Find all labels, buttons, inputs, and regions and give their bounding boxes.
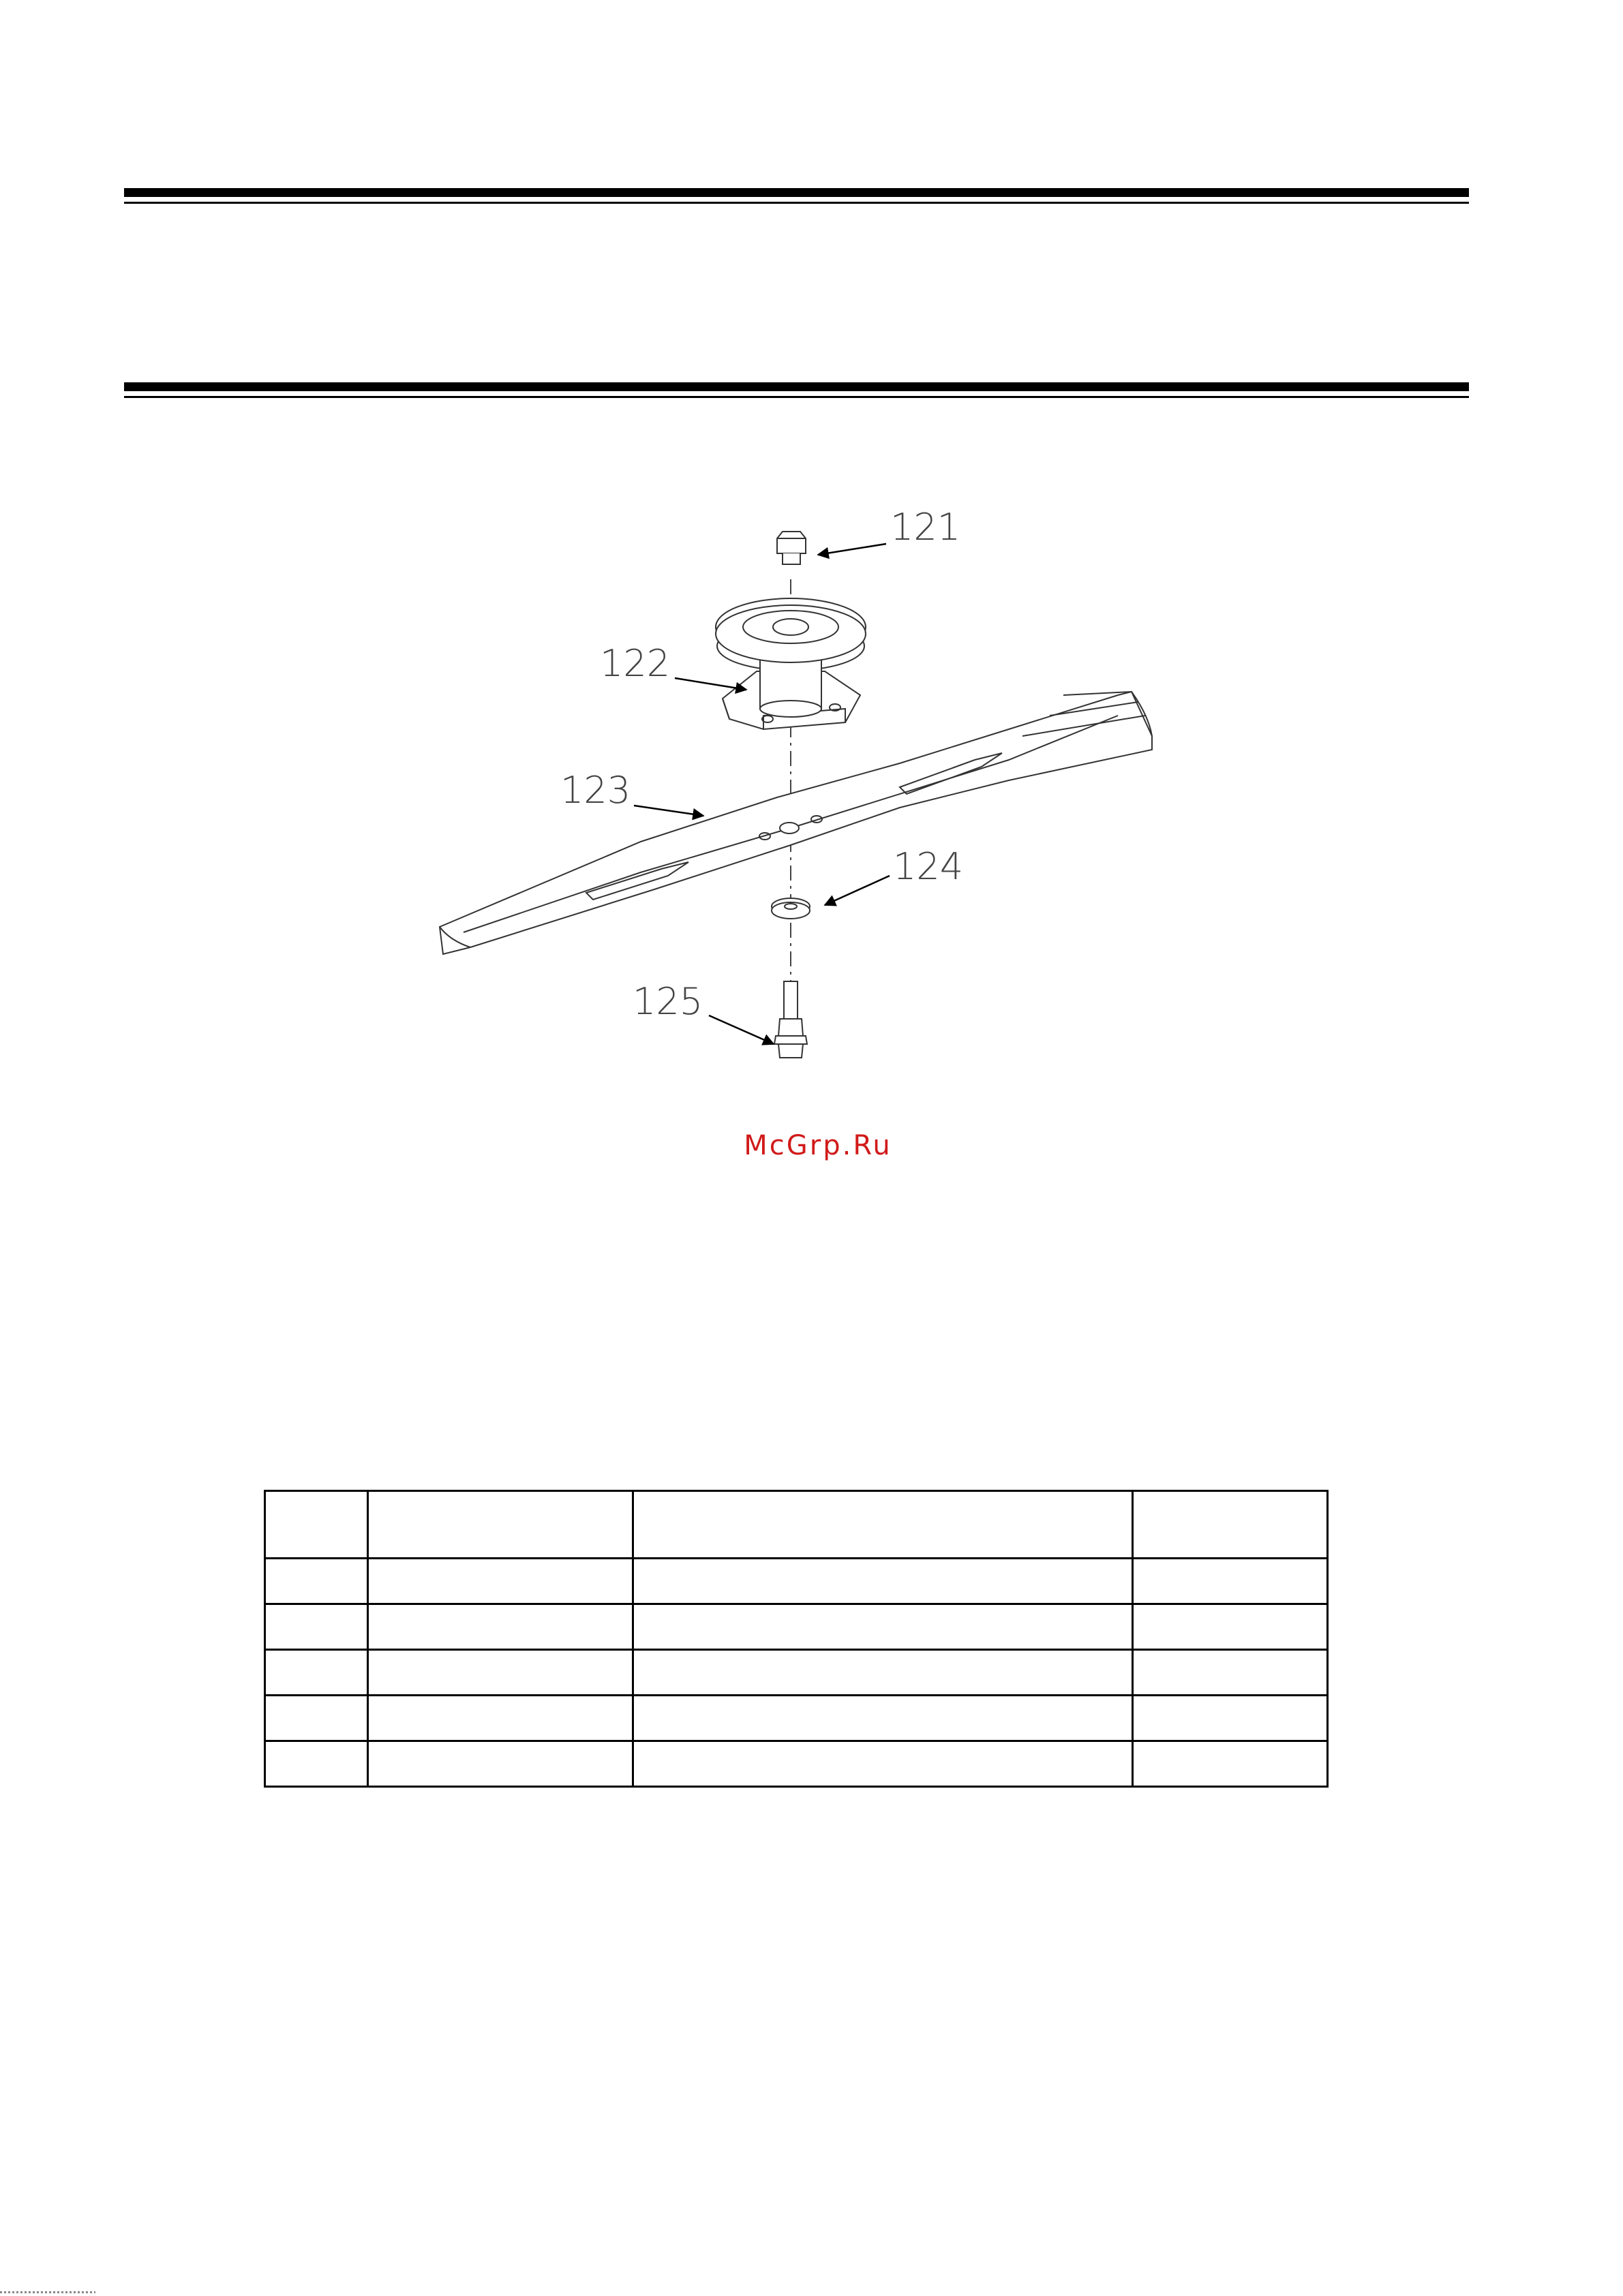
watermark-text: McGrp.Ru bbox=[744, 1130, 892, 1161]
leader-124 bbox=[825, 876, 890, 905]
table-cell bbox=[1133, 1604, 1328, 1650]
table-cell bbox=[265, 1559, 368, 1604]
callout-122: 122 bbox=[600, 642, 671, 685]
part-125-bolt bbox=[774, 981, 807, 1058]
table-cell bbox=[368, 1604, 633, 1650]
table-cell bbox=[265, 1604, 368, 1650]
table-header-cell bbox=[1133, 1491, 1328, 1559]
table-row bbox=[265, 1604, 1328, 1650]
table-cell bbox=[633, 1696, 1133, 1741]
table-cell bbox=[633, 1559, 1133, 1604]
exploded-parts-diagram bbox=[409, 491, 1247, 1118]
table-row bbox=[265, 1696, 1328, 1741]
table-cell bbox=[1133, 1559, 1328, 1604]
table-cell bbox=[1133, 1650, 1328, 1696]
table-cell bbox=[633, 1741, 1133, 1787]
part-124-washer bbox=[772, 898, 810, 919]
table-cell bbox=[368, 1650, 633, 1696]
table-row bbox=[265, 1559, 1328, 1604]
callout-123: 123 bbox=[560, 769, 631, 812]
table-cell bbox=[633, 1650, 1133, 1696]
part-121-bolt bbox=[777, 532, 806, 564]
table-cell bbox=[368, 1559, 633, 1604]
leader-123 bbox=[634, 806, 703, 816]
table-cell bbox=[1133, 1696, 1328, 1741]
scan-artifact-line bbox=[0, 2291, 95, 2293]
callout-121: 121 bbox=[890, 506, 961, 549]
table-row bbox=[265, 1650, 1328, 1696]
leader-125 bbox=[709, 1015, 774, 1044]
table-cell bbox=[265, 1741, 368, 1787]
table-row bbox=[265, 1741, 1328, 1787]
table-cell bbox=[1133, 1741, 1328, 1787]
leader-122 bbox=[675, 678, 746, 690]
table-cell bbox=[633, 1604, 1133, 1650]
table-header-cell bbox=[368, 1491, 633, 1559]
table-cell bbox=[265, 1696, 368, 1741]
table-cell bbox=[265, 1650, 368, 1696]
callout-124: 124 bbox=[893, 845, 964, 888]
table-cell bbox=[368, 1741, 633, 1787]
callout-125: 125 bbox=[633, 980, 703, 1023]
table-header-cell bbox=[265, 1491, 368, 1559]
table-header-cell bbox=[633, 1491, 1133, 1559]
table-header-row bbox=[265, 1491, 1328, 1559]
parts-table bbox=[264, 1490, 1329, 1788]
table-cell bbox=[368, 1696, 633, 1741]
leader-121 bbox=[818, 544, 886, 555]
part-122-adapter bbox=[716, 598, 866, 729]
